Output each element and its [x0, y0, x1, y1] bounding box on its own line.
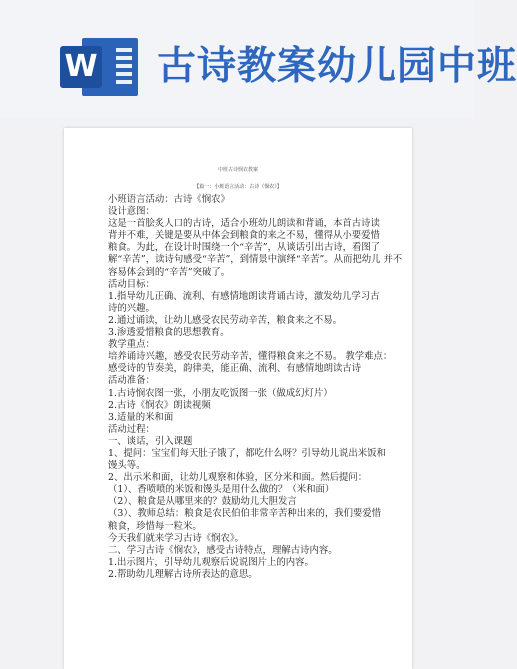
- banner-title: 古诗教案幼儿园中班: [157, 44, 517, 89]
- doc-line: 粮食。为此，在设计时围绕一个“辛苦”，从谈话引出古诗，看图了: [108, 242, 381, 254]
- doc-line: 感受诗的节奏美，韵律美，能正确、流利、有感情地朗读古诗: [108, 363, 362, 375]
- word-letter-tile: W: [60, 46, 102, 88]
- doc-line: 今天我们就来学习古诗《悯农》。: [108, 532, 244, 544]
- doc-line: 背并不难，关键是要从中体会到粮食的来之不易，懂得从小要爱惜: [108, 230, 380, 242]
- doc-line: 解“辛苦”，读诗句感受“辛苦”，到情景中演绎“辛苦”。从而把幼儿 并不: [108, 254, 403, 266]
- doc-line: 培养诵诗兴趣，感受农民劳动辛苦，懂得粮食来之不易。 教学难点：: [108, 351, 393, 363]
- doc-line: 2.通过诵读，让幼儿感受农民劳动辛苦，粮食来之不易。: [108, 314, 342, 326]
- doc-line: 1.古诗悯农图一张，小朋友吃饭图一张（做成幻灯片）: [108, 387, 333, 399]
- word-document-icon: [60, 38, 138, 96]
- doc-line: 容易体会到的“辛苦”突破了。: [108, 266, 231, 278]
- doc-line: 活动过程：: [108, 423, 155, 435]
- doc-line: 活动目标：: [108, 278, 155, 290]
- doc-line: 1.指导幼儿正确、流利、有感情地朗读背诵古诗，激发幼儿学习古: [108, 290, 380, 302]
- doc-small-title: 中班古诗悯农教案: [217, 167, 258, 173]
- doc-line: 2.帮助幼儿理解古诗所表达的意思。: [108, 568, 258, 580]
- doc-line: 3.渗透爱惜粮食的思想教育。: [108, 327, 230, 339]
- doc-line: 粮食，珍惜每一粒米。: [108, 520, 202, 532]
- doc-line: 3.适量的米和面: [108, 411, 174, 423]
- document-page: [64, 128, 412, 669]
- doc-line: （2）、粮食是从哪里来的？鼓励幼儿大胆发言: [108, 496, 297, 508]
- doc-line: 诗的兴趣。: [108, 302, 155, 314]
- doc-line: 1、提问：宝宝们每天肚子饿了，都吃什么呀？引导幼儿说出米饭和: [108, 447, 386, 459]
- doc-line: 设计意图：: [108, 206, 155, 218]
- doc-line: 活动准备：: [108, 375, 155, 387]
- doc-sub-title: 【篇一：小班语言活动：古诗《悯农》】: [194, 184, 282, 190]
- doc-line: 2、出示米和面，让幼儿观察和体验，区分米和面。然后提问：: [108, 472, 368, 484]
- doc-line: 馒头等。: [108, 460, 146, 472]
- doc-line: 一、谈话，引入课题: [108, 435, 193, 447]
- doc-line: 1.出示图片，引导幼儿观察后说说图片上的内容。: [108, 556, 314, 568]
- doc-body: [108, 194, 403, 581]
- doc-line: 这是一首脍炙人口的古诗，适合小班幼儿朗读和背诵，本首古诗读: [108, 218, 380, 230]
- banner: [0, 0, 517, 118]
- doc-line: （1）、香喷喷的米饭和馒头是用什么做的？（米和面）: [108, 484, 335, 496]
- doc-line: （3）、教师总结：粮食是农民伯伯非常辛苦种出来的，我们要爱惜: [108, 508, 382, 520]
- doc-line: 小班语言活动：古诗《悯农》: [108, 194, 230, 205]
- doc-line: 2.古诗《悯农》朗读视频: [108, 399, 211, 411]
- doc-line: 二、学习古诗《悯农》，感受古诗特点，理解古诗内容。: [108, 544, 338, 556]
- doc-line: 教学重点：: [108, 339, 155, 351]
